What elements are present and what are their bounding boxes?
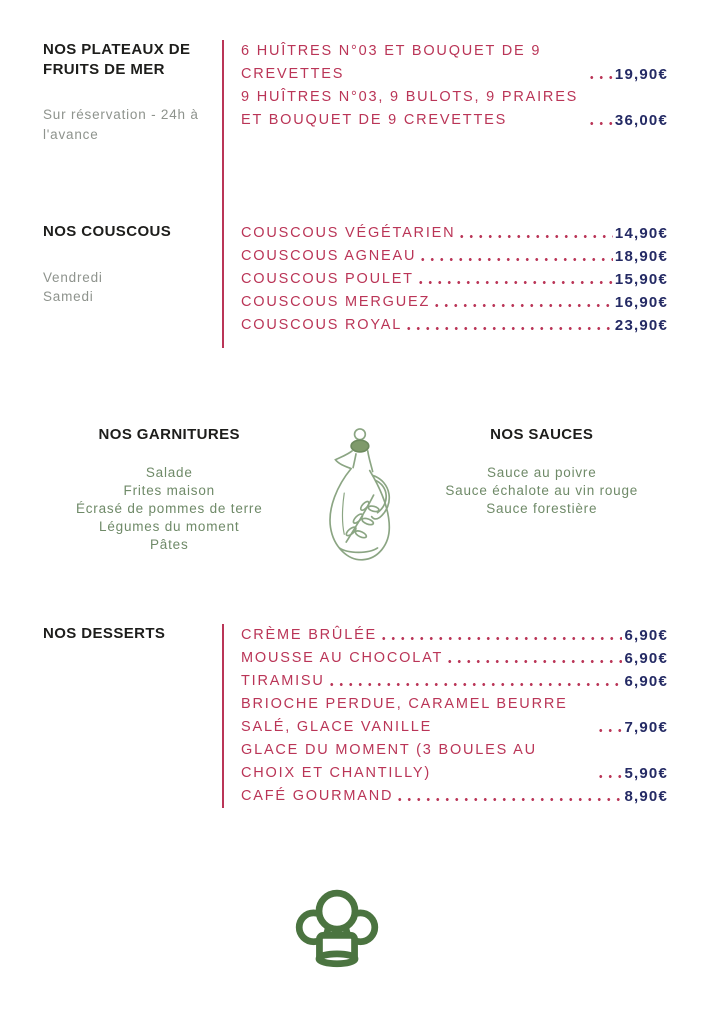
sauces-list [442, 464, 642, 518]
menu-item-name: CRÈME BRÛLÉE [241, 627, 378, 643]
section-note: Sur réservation - 24h à l'avance [43, 107, 199, 142]
menu-item [241, 739, 668, 785]
menu-item-price: 6,90€ [624, 673, 668, 690]
section-plateaux [43, 40, 668, 222]
list-item: Pâtes [149, 537, 189, 552]
section-title: NOS COUSCOUS [43, 223, 172, 240]
dot-leader [596, 716, 622, 739]
menu-item-name: COUSCOUS ROYAL [241, 317, 403, 333]
menu-item-price: 8,90€ [624, 788, 668, 805]
list-item: Sauce au poivre [486, 465, 597, 480]
section-title: NOS SAUCES [490, 426, 594, 443]
section-plateaux-label [43, 40, 222, 222]
menu-item-name: 6 HUÎTRES N°03 ET BOUQUET DE 9 CREVETTES [241, 43, 542, 82]
menu-item [241, 785, 668, 808]
list-item: Légumes du moment [99, 519, 240, 534]
section-plateaux-items [222, 40, 668, 222]
menu-item-price: 15,90€ [614, 271, 668, 288]
menu-item-name: COUSCOUS POULET [241, 271, 414, 287]
menu-item [241, 647, 668, 670]
oil-cruet-icon [296, 424, 416, 574]
section-title: NOS DESSERTS [43, 625, 166, 642]
menu-item [241, 693, 668, 739]
menu-item [241, 624, 668, 647]
menu-item-price: 19,90€ [614, 66, 668, 83]
chef-hat-icon [292, 882, 382, 974]
note-line: Samedi [43, 289, 94, 305]
menu-item-name: 9 HUÎTRES N°03, 9 BULOTS, 9 PRAIRES ET BOUQUET DE 9 CREVETTES [241, 89, 579, 128]
list-item: Salade [145, 465, 193, 480]
menu-item-name: COUSCOUS VÉGÉTARIEN [241, 225, 456, 241]
menu-item [241, 291, 668, 314]
section-desserts-label [43, 624, 222, 808]
garnitures-list [44, 464, 294, 554]
dot-leader [395, 785, 622, 808]
dot-leader [587, 63, 613, 86]
menu-item-name: TIRAMISU [241, 673, 325, 689]
dot-leader [327, 670, 623, 693]
menu-item [241, 268, 668, 291]
section-title: NOS PLATEAUX DE FRUITS DE MER [43, 41, 191, 78]
menu-item-name: CAFÉ GOURMAND [241, 788, 394, 804]
menu-item [241, 670, 668, 693]
menu-item-price: 36,00€ [614, 112, 668, 129]
menu-item-price: 5,90€ [624, 765, 668, 782]
dot-leader [587, 109, 613, 132]
menu-page [43, 40, 668, 974]
section-desserts [43, 624, 668, 808]
footer [24, 882, 649, 974]
dot-leader [418, 245, 613, 268]
menu-item-name: MOUSSE AU CHOCOLAT [241, 650, 444, 666]
section-desserts-items [222, 624, 668, 808]
note-line: Vendredi [43, 269, 103, 285]
dot-leader [416, 268, 613, 291]
menu-item [241, 40, 668, 86]
menu-item [241, 86, 668, 132]
menu-item-price: 6,90€ [624, 650, 668, 667]
menu-item-price: 18,90€ [614, 248, 668, 265]
menu-item [241, 245, 668, 268]
list-item: Sauce échalote au vin rouge [445, 483, 639, 498]
menu-item-name: BRIOCHE PERDUE, CARAMEL BEURRE SALÉ, GLACE VANILLE [241, 696, 568, 735]
menu-item-price: 16,90€ [614, 294, 668, 311]
section-middle [43, 424, 668, 574]
section-note [43, 268, 208, 307]
dot-leader [457, 222, 613, 245]
dot-leader [404, 314, 613, 337]
section-title: NOS GARNITURES [98, 426, 240, 443]
menu-item [241, 222, 668, 245]
section-couscous-label [43, 222, 222, 348]
dot-leader [445, 647, 622, 670]
dot-leader [596, 762, 622, 785]
menu-item-name: COUSCOUS MERGUEZ [241, 294, 431, 310]
menu-item-name: GLACE DU MOMENT (3 BOULES AU CHOIX ET CHANTILLY) [241, 742, 537, 781]
menu-item-price: 7,90€ [624, 719, 668, 736]
section-couscous [43, 222, 668, 348]
menu-item-price: 14,90€ [614, 225, 668, 242]
dot-leader [432, 291, 613, 314]
dot-leader [379, 624, 622, 647]
section-couscous-items [222, 222, 668, 348]
menu-item [241, 314, 668, 337]
menu-item-price: 23,90€ [614, 317, 668, 334]
list-item: Écrasé de pommes de terre [75, 501, 263, 516]
section-sauces [416, 424, 669, 574]
list-item: Frites maison [123, 483, 215, 498]
list-item: Sauce forestière [486, 501, 598, 516]
menu-item-price: 6,90€ [624, 627, 668, 644]
menu-item-name: COUSCOUS AGNEAU [241, 248, 417, 264]
section-garnitures [43, 424, 296, 574]
